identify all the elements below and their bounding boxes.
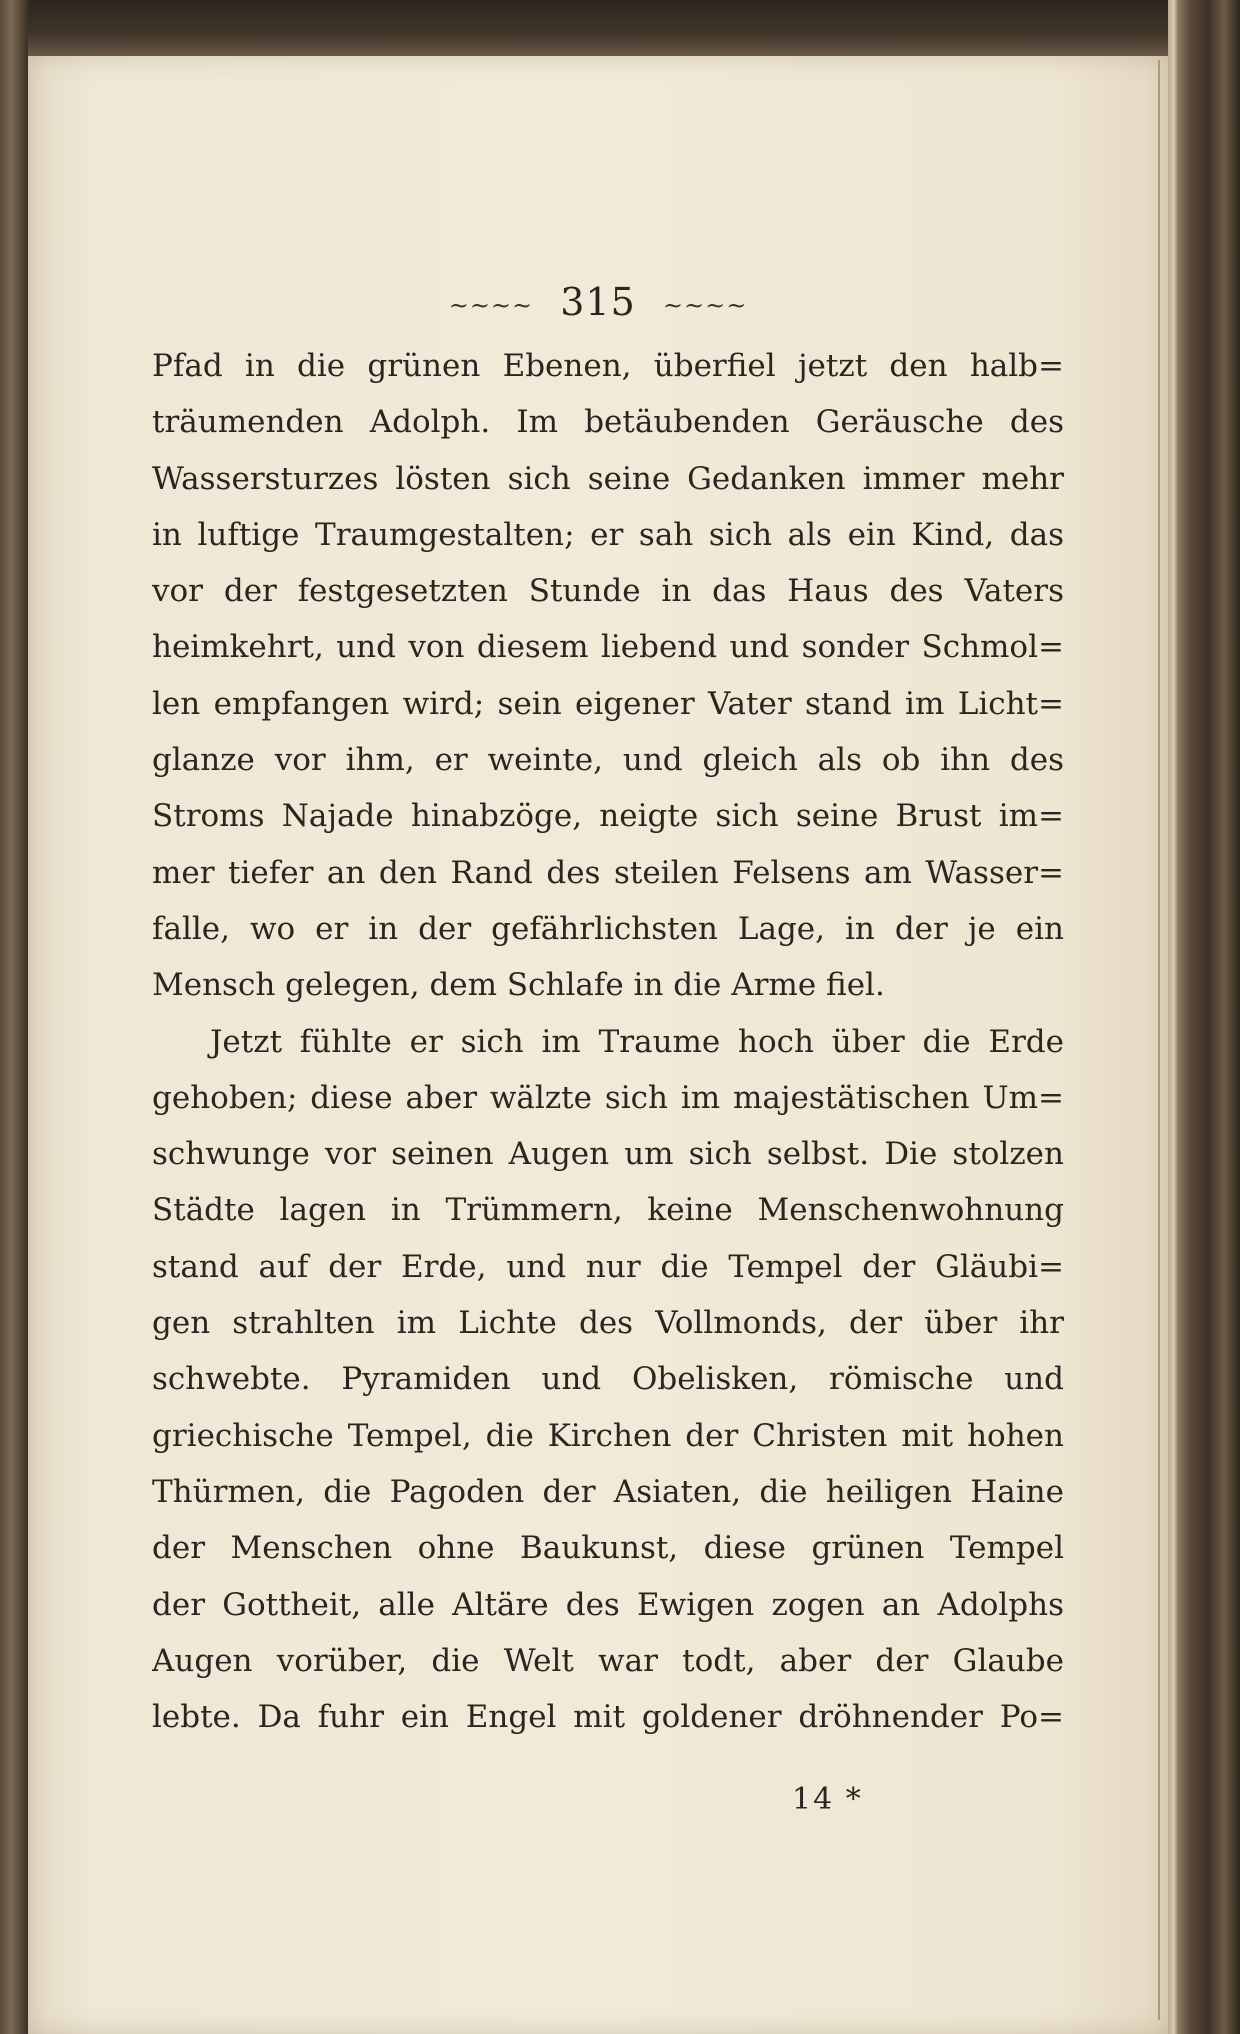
text-line: Stroms Najade hinabzöge, neigte sich seine Brust im= (152, 798, 1064, 835)
page-edge-line (1158, 60, 1160, 2020)
body-text (152, 338, 1064, 1745)
text-line: schwebte. Pyramiden und Obelisken, römische und (152, 1361, 1064, 1398)
text-line: mer tiefer an den Rand des steilen Felsens am Wasser= (152, 854, 1064, 891)
text-line: vor der festgesetzten Stunde in das Haus des Vaters (152, 573, 1064, 610)
page-number: 315 (560, 280, 636, 324)
text-line: falle, wo er in der gefährlichsten Lage, in der je ein (152, 910, 1064, 947)
left-binding-edge (0, 0, 28, 2034)
text-line: lebte. Da fuhr ein Engel mit goldener dröhnender Po= (152, 1699, 1064, 1736)
text-line: Mensch gelegen, dem Schlafe in die Arme fiel. (152, 967, 885, 1004)
right-cover-edge (1168, 0, 1240, 2034)
text-line: Pfad in die grünen Ebenen, überfiel jetzt den halb= (152, 348, 1064, 384)
text-line: stand auf der Erde, und nur die Tempel der Gläubi= (152, 1248, 1064, 1285)
text-line: Augen vorüber, die Welt war todt, aber der Glaube (152, 1642, 1064, 1679)
text-line: gehoben; diese aber wälzte sich im majestätischen Um= (152, 1079, 1064, 1116)
text-line: Wassersturzes lösten sich seine Gedanken immer mehr (152, 460, 1064, 497)
text-line: Jetzt fühlte er sich im Traume hoch über die Erde (210, 1023, 1064, 1060)
page-header (28, 280, 1168, 324)
text-line: Städte lagen in Trümmern, keine Menschenwohnung (152, 1192, 1064, 1229)
header-ornament-right: ~~~~ (662, 291, 748, 320)
text-line: len empfangen wird; sein eigener Vater stand im Licht= (152, 685, 1064, 722)
paragraph (152, 338, 1064, 1014)
text-line: der Menschen ohne Baukunst, diese grünen Tempel (152, 1530, 1064, 1567)
text-line: griechische Tempel, die Kirchen der Christen mit hohen (152, 1417, 1064, 1454)
text-line: der Gottheit, alle Altäre des Ewigen zogen an Adolphs (152, 1586, 1064, 1623)
text-line: träumenden Adolph. Im betäubenden Geräusche des (152, 404, 1064, 441)
signature-mark: 14 * (792, 1782, 863, 1817)
text-line: in luftige Traumgestalten; er sah sich als ein Kind, das (152, 516, 1064, 553)
text-line: Thürmen, die Pagoden der Asiaten, die heiligen Haine (152, 1473, 1064, 1510)
paragraph (152, 1014, 1064, 1746)
top-binding-edge (0, 0, 1240, 56)
text-line: gen strahlten im Lichte des Vollmonds, der über ihr (152, 1305, 1064, 1342)
header-ornament-left: ~~~~ (448, 291, 534, 320)
book-page (28, 56, 1168, 2034)
text-line: glanze vor ihm, er weinte, und gleich als ob ihn des (152, 742, 1064, 779)
text-line: heimkehrt, und von diesem liebend und sonder Schmol= (152, 629, 1064, 666)
text-line: schwunge vor seinen Augen um sich selbst. Die stolzen (152, 1136, 1064, 1173)
